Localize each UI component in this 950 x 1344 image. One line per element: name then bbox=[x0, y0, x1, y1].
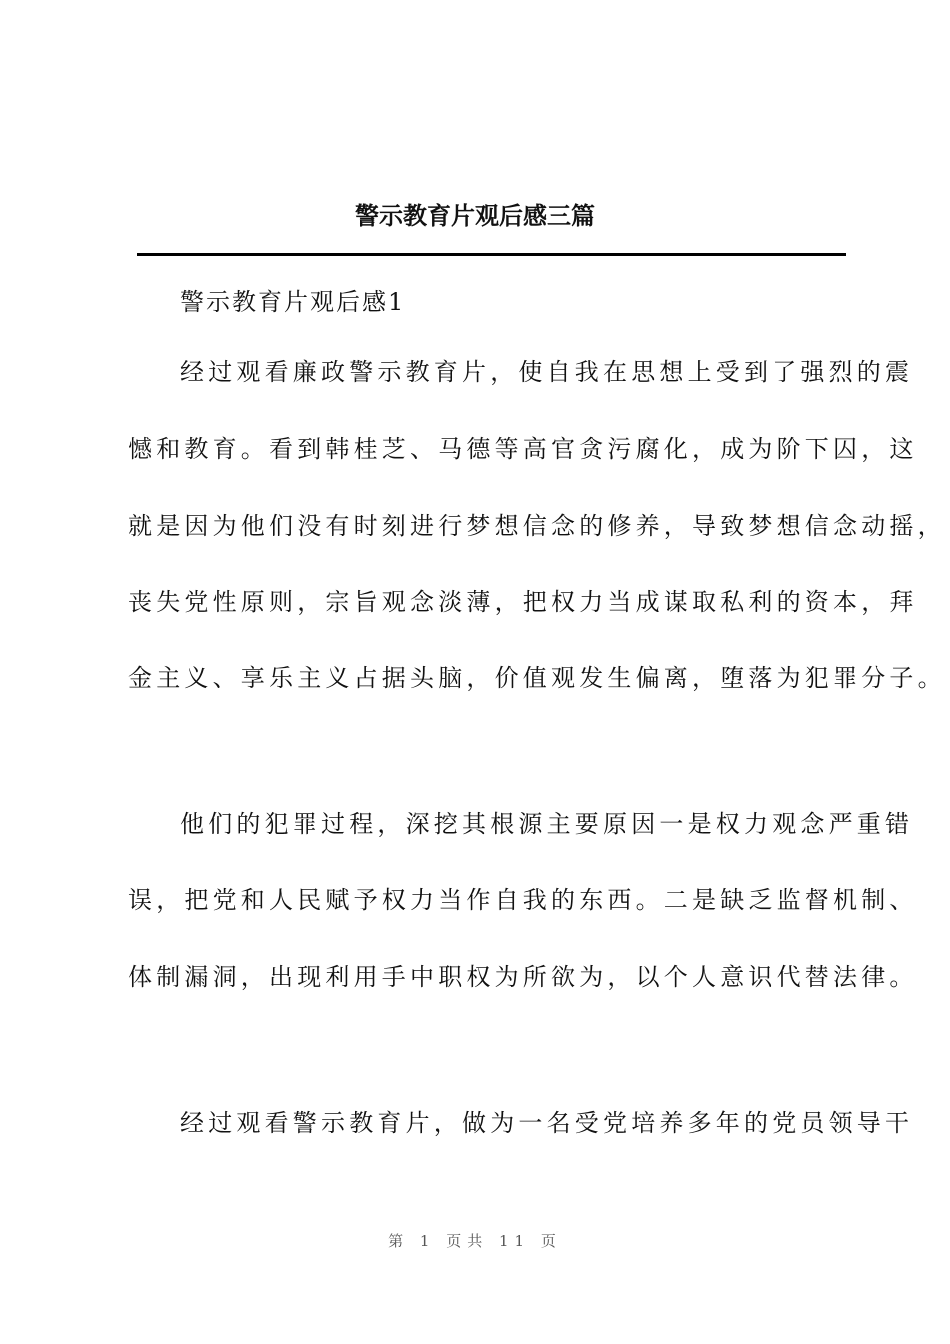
page-title: 警示教育片观后感三篇 bbox=[355, 202, 595, 230]
subheading: 警示教育片观后感1 bbox=[180, 288, 406, 316]
paragraph-line: 丧失党性原则，宗旨观念淡薄，把权力当成谋取私利的资本，拜 bbox=[128, 588, 918, 616]
paragraph-line: 憾和教育。看到韩桂芝、马德等高官贪污腐化，成为阶下囚，这 bbox=[128, 435, 918, 463]
paragraph-line: 就是因为他们没有时刻进行梦想信念的修养，导致梦想信念动摇， bbox=[128, 512, 946, 540]
paragraph-line: 误，把党和人民赋予权力当作自我的东西。二是缺乏监督机制、 bbox=[128, 886, 918, 914]
paragraph-line: 经过观看廉政警示教育片，使自我在思想上受到了强烈的震 bbox=[180, 358, 914, 386]
paragraph-line: 体制漏洞，出现利用手中职权为所欲为，以个人意识代替法律。 bbox=[128, 963, 918, 991]
paragraph-line: 经过观看警示教育片，做为一名受党培养多年的党员领导干 bbox=[180, 1109, 914, 1137]
page-footer: 第 1 页共 11 页 bbox=[388, 1232, 562, 1250]
paragraph-line: 他们的犯罪过程，深挖其根源主要原因一是权力观念严重错 bbox=[180, 810, 914, 838]
title-rule bbox=[137, 253, 846, 256]
paragraph-line: 金主义、享乐主义占据头脑，价值观发生偏离，堕落为犯罪分子。 bbox=[128, 664, 946, 692]
